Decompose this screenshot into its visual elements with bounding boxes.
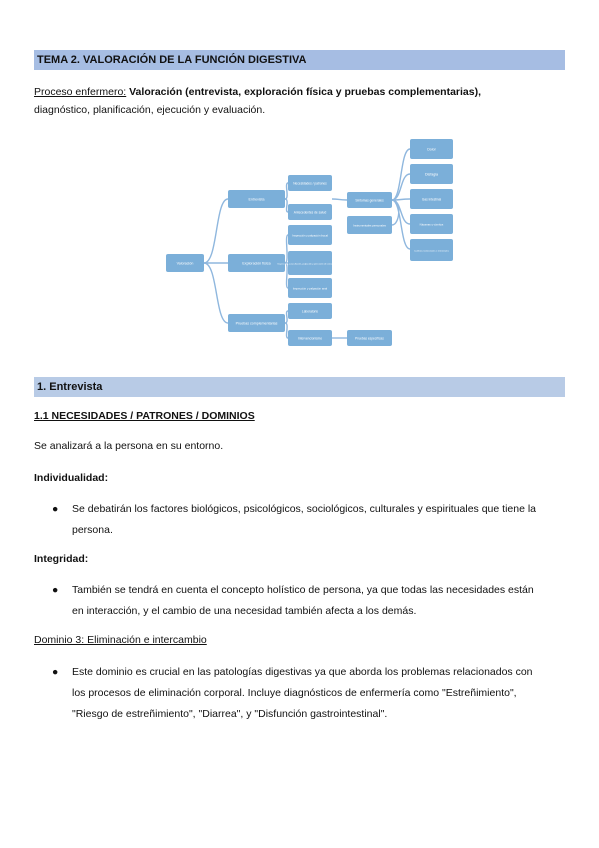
- label-pruebas-especificas: Pruebas específicas: [355, 336, 384, 341]
- dominio3-heading: Dominio 3: Eliminación e intercambio: [34, 634, 207, 646]
- label-instrumentales: Instrumentales personales: [353, 223, 386, 228]
- label-s3: Gas intestinal: [421, 197, 442, 202]
- label-inspeccion: Inspección y palpación bucal: [292, 233, 328, 238]
- intro-rest: diagnóstico, planificación, ejecución y evaluación.: [34, 104, 266, 116]
- individualidad-line1: Se debatirán los factores biológicos, psicológicos, sociológicos, culturales y espirituales que tiene la: [72, 503, 537, 515]
- label-s5: Cambios nutricionales e intestinales: [414, 250, 449, 253]
- individualidad-heading: Individualidad:: [34, 472, 109, 484]
- integridad-heading: Integridad:: [34, 553, 89, 565]
- bullet-icon: ●: [52, 666, 59, 678]
- dominio3-line1: Este dominio es crucial en las patologías digestivas ya que aborda los problemas relacionados con: [72, 666, 533, 678]
- label-intervencion: Intervencionismo: [297, 336, 323, 341]
- label-root: Valoración: [176, 261, 194, 266]
- dominio3-line2: los procesos de eliminación corporal. Incluye diagnósticos de enfermería como "Estreñimiento",: [72, 687, 517, 699]
- individualidad-line2: persona.: [72, 524, 113, 536]
- label-necesidades: Necesidades / patrones: [293, 181, 327, 186]
- dominio3-bullet: [52, 662, 564, 725]
- section-entrevista-heading: 1. Entrevista: [34, 377, 565, 397]
- integridad-bullet: [52, 580, 564, 622]
- label-s4: Náuseas y vómitos: [419, 222, 444, 227]
- label-pruebas: Pruebas complementarias: [235, 321, 278, 326]
- integridad-line2: en interacción, y el cambio de una necesidad también afecta a los demás.: [72, 605, 417, 617]
- label-antecedentes: Antecedentes de salud: [293, 210, 327, 215]
- label-laboratorio: Laboratorio: [301, 309, 319, 314]
- intro-paragraph: [34, 82, 564, 102]
- bullet-icon: ●: [52, 503, 59, 515]
- individualidad-bullet: [52, 499, 564, 541]
- label-exploracion: Exploración física: [242, 261, 271, 266]
- integridad-line1: También se tendrá en cuenta el concepto holístico de persona, ya que todas las necesidades están: [72, 584, 534, 596]
- persona-text: Se analizará a la persona en su entorno.: [34, 440, 224, 452]
- label-sintomas: Síntomas generales: [355, 198, 384, 203]
- label-s2: Disfagia: [425, 172, 438, 177]
- label-inspeccion3: Inspección y palpación anal: [292, 286, 328, 291]
- intro-lead: Proceso enfermero:: [34, 86, 127, 98]
- valoracion-diagram: [160, 135, 460, 350]
- diagram-nodes: [166, 139, 453, 346]
- dominio3-line3: "Riesgo de estreñimiento", "Diarrea", y "Disfunción gastrointestinal".: [72, 708, 388, 720]
- label-s1: Dolor: [427, 147, 436, 152]
- subsection-heading: 1.1 NECESIDADES / PATRONES / DOMINIOS: [34, 410, 255, 422]
- intro-bold: Valoración (entrevista, exploración física y pruebas complementarias),: [126, 86, 482, 98]
- label-inspeccion2: Inspección, auscultación, palpación y percusión de zona abdominal: [277, 263, 343, 266]
- bullet-icon: ●: [52, 584, 59, 596]
- label-entrevista: Entrevista: [248, 197, 265, 202]
- page-title: TEMA 2. VALORACIÓN DE LA FUNCIÓN DIGESTIVA: [34, 50, 565, 70]
